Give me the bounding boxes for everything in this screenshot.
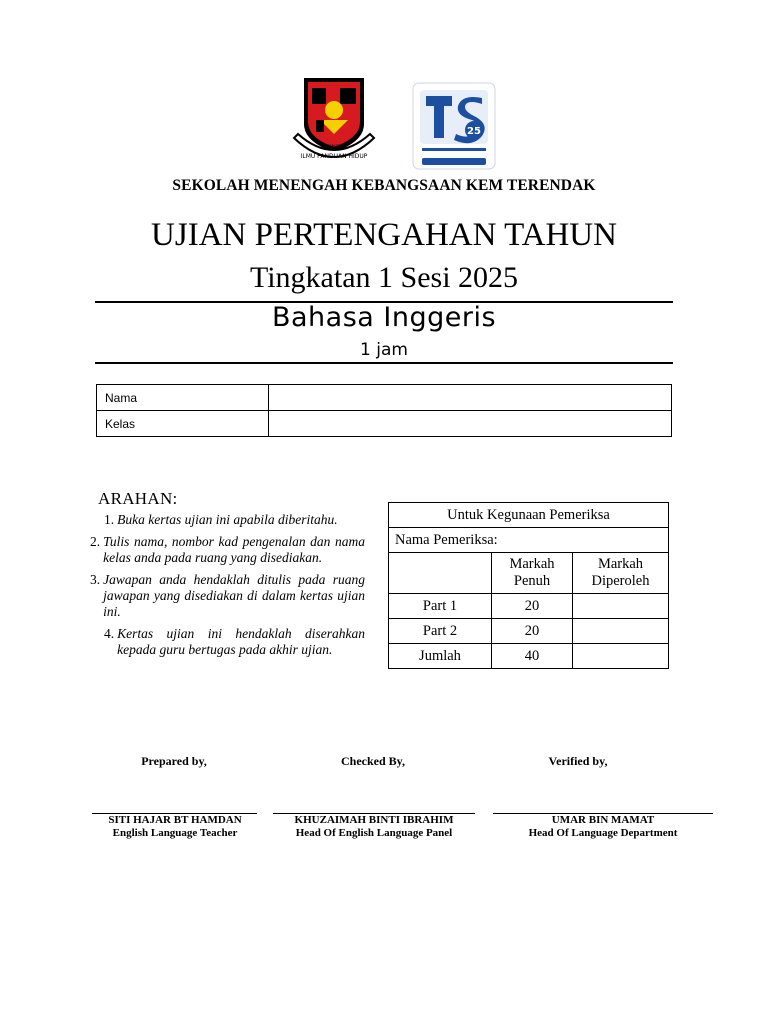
- list-item: 1. Buka kertas ujian ini apabila diberitahu.: [104, 512, 338, 527]
- instructions-heading: ARAHAN:: [98, 489, 178, 508]
- svg-text:SMKKT: SMKKT: [327, 144, 341, 149]
- svg-text:ILMU PANDUAN HIDUP: ILMU PANDUAN HIDUP: [300, 153, 368, 160]
- checked-by-label: Checked By,: [340, 754, 405, 768]
- list-item: 2. Tulis nama, nombor kad pengenalan dan nama kelas anda pada ruang yang disediakan.: [90, 534, 365, 565]
- divider-bottom: [95, 362, 673, 364]
- school-name: SEKOLAH MENENGAH KEBANGSAAN KEM TERENDAK: [172, 177, 596, 194]
- svg-text:25: 25: [467, 126, 481, 137]
- ts25-logo: [412, 82, 496, 170]
- prepared-by-label: Prepared by,: [141, 754, 207, 768]
- list-item: 3. Jawapan anda hendaklah ditulis pada ruang jawapan yang disediakan di dalam kertas ujian ini.: [90, 572, 365, 619]
- table-row: [97, 411, 672, 437]
- table-row: [389, 503, 669, 528]
- table-row: [389, 594, 669, 619]
- verified-by-label: Verified by,: [548, 754, 608, 768]
- full-mark: 20: [492, 619, 573, 644]
- table-row: [97, 385, 672, 411]
- col-header-full: Markah Penuh: [492, 553, 573, 594]
- student-info-table: [96, 384, 672, 437]
- verifier-name: UMAR BIN MAMAT: [551, 814, 655, 826]
- obtained-mark-total-field[interactable]: [573, 644, 669, 669]
- exam-title: UJIAN PERTENGAHAN TAHUN: [151, 217, 617, 253]
- name-label: Nama: [97, 385, 269, 411]
- exam-duration: 1 jam: [360, 340, 408, 360]
- class-field[interactable]: [269, 411, 672, 437]
- table-row: [389, 619, 669, 644]
- list-item: 4. Kertas ujian ini hendaklah diserahkan kepada guru bertugas pada akhir ujian.: [104, 626, 365, 657]
- exam-subtitle: Tingkatan 1 Sesi 2025: [249, 261, 519, 294]
- obtained-mark-field[interactable]: [573, 619, 669, 644]
- checker-role: Head Of English Language Panel: [295, 827, 453, 839]
- subject-title: Bahasa Inggeris: [271, 302, 497, 333]
- total-label: Jumlah: [389, 644, 492, 669]
- full-mark: 20: [492, 594, 573, 619]
- table-row: [389, 528, 669, 553]
- examiner-table-title: Untuk Kegunaan Pemeriksa: [389, 503, 669, 528]
- checker-name: KHUZAIMAH BINTI IBRAHIM: [294, 814, 454, 826]
- col-header-obtained: Markah Diperoleh: [573, 553, 669, 594]
- school-crest-logo: [290, 76, 378, 168]
- examiner-name-label[interactable]: Nama Pemeriksa:: [389, 528, 669, 553]
- instructions-list: [90, 512, 365, 664]
- table-row: [389, 553, 669, 594]
- obtained-mark-field[interactable]: [573, 594, 669, 619]
- preparer-role: English Language Teacher: [112, 827, 238, 839]
- name-field[interactable]: [269, 385, 672, 411]
- full-mark-total: 40: [492, 644, 573, 669]
- part-label: Part 2: [389, 619, 492, 644]
- class-label: Kelas: [97, 411, 269, 437]
- preparer-name: SITI HAJAR BT HAMDAN: [108, 814, 242, 826]
- table-row: [389, 644, 669, 669]
- part-label: Part 1: [389, 594, 492, 619]
- verifier-role: Head Of Language Department: [528, 827, 678, 839]
- examiner-table: [388, 502, 669, 669]
